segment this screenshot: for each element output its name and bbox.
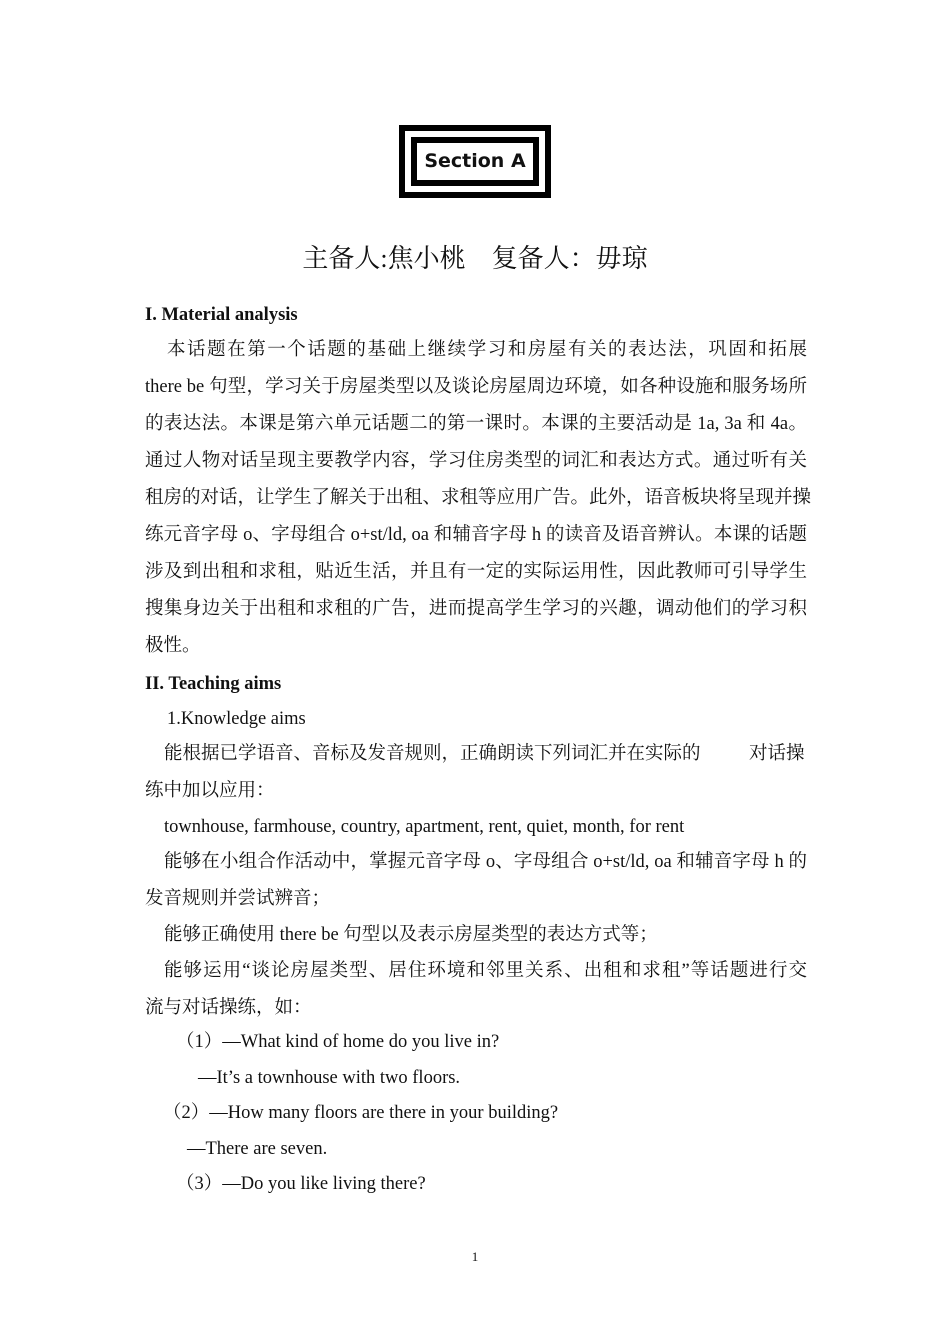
- dialogue-line: —There are seven.: [187, 1139, 328, 1159]
- paragraph-line: 能够在小组合作活动中，掌握元音字母 o、字母组合 o+st/ld, oa 和辅音字母 h 的: [164, 852, 807, 872]
- paragraph-line: 能够正确使用 there be 句型以及表示房屋类型的表达方式等；: [164, 925, 658, 945]
- authors-line: 主备人:焦小桃 复备人：毋琼: [302, 244, 648, 273]
- paragraph-line: 能够运用“谈论房屋类型、居住环境和邻里关系、出租和求租”等话题进行交: [164, 961, 807, 981]
- paragraph-line: 流与对话操练，如：: [145, 998, 312, 1018]
- paragraph-line: 能根据已学语音、音标及发音规则，正确朗读下列词汇并在实际的: [164, 744, 701, 764]
- heading-teaching-aims: II. Teaching aims: [145, 674, 282, 694]
- paragraph-line: there be 句型，学习关于房屋类型以及谈论房屋周边环境，如各种设施和服务场所: [145, 377, 807, 397]
- paragraph-line: 搜集身边关于出租和求租的广告，进而提高学生学习的兴趣，调动他们的学习积: [145, 599, 807, 619]
- paragraph-line: 极性。: [145, 636, 201, 656]
- paragraph-line: 租房的对话，让学生了解关于出租、求租等应用广告。此外，语音板块将呈现并操: [145, 488, 812, 508]
- heading-material-analysis: I. Material analysis: [145, 305, 298, 325]
- dialogue-line: —It’s a townhouse with two floors.: [198, 1068, 461, 1088]
- dialogue-line: （2）—How many floors are there in your building?: [163, 1103, 559, 1123]
- paragraph-line: 发音规则并尝试辨音；: [145, 889, 331, 909]
- section-title: Section A: [424, 150, 526, 172]
- dialogue-line: （3）—Do you like living there?: [176, 1174, 426, 1194]
- paragraph-line: 练元音字母 o、字母组合 o+st/ld, oa 和辅音字母 h 的读音及语音辨认。本课的话题: [145, 525, 807, 545]
- subheading-knowledge-aims: 1.Knowledge aims: [167, 709, 306, 729]
- paragraph-line: 通过人物对话呈现主要教学内容，学习住房类型的词汇和表达方式。通过听有关: [145, 451, 807, 471]
- paragraph-line: 的表达法。本课是第六单元话题二的第一课时。本课的主要活动是 1a, 3a 和 4a。: [145, 414, 807, 434]
- paragraph-line: 涉及到出租和求租，贴近生活，并且有一定的实际运用性，因此教师可引导学生: [145, 562, 807, 582]
- paragraph-line: 练中加以应用：: [145, 781, 275, 801]
- dialogue-line: （1）—What kind of home do you live in?: [176, 1032, 500, 1052]
- paragraph-line: 本话题在第一个话题的基础上继续学习和房屋有关的表达法，巩固和拓展: [167, 340, 807, 360]
- vocabulary-list: townhouse, farmhouse, country, apartment, rent, quiet, month, for rent: [164, 817, 685, 837]
- paragraph-line-tail: 对话操: [749, 744, 805, 764]
- page-number: 1: [471, 1249, 479, 1264]
